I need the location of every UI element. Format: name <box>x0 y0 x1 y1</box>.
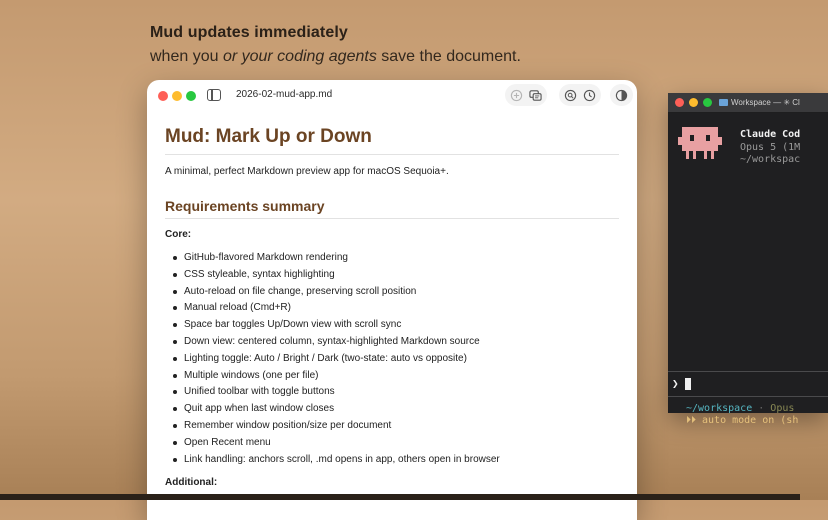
headline-subtitle <box>150 48 521 66</box>
add-icon[interactable] <box>510 89 523 102</box>
list-item: Auto-reload on file change, preserving scroll position <box>165 286 619 303</box>
zoom-window-icon[interactable] <box>703 98 712 107</box>
list-item: Multiple windows (one per file) <box>165 370 619 387</box>
claude-path: ~/workspac <box>740 154 801 165</box>
list-item: Quit app when last window closes <box>165 403 619 420</box>
window-toolbar[interactable] <box>147 80 637 110</box>
terminal-body[interactable] <box>668 113 828 426</box>
history-icon[interactable] <box>583 89 596 102</box>
headline-title: Mud updates immediately <box>150 24 348 41</box>
list-item: Manual reload (Cmd+R) <box>165 302 619 319</box>
document-title: Mud: Mark Up or Down <box>165 126 619 155</box>
auto-mode-status[interactable]: ⏵⏵ auto mode on (sh <box>686 415 799 426</box>
minimize-icon[interactable] <box>689 98 698 107</box>
document-filename: 2026-02-mud-app.md <box>236 89 333 100</box>
section-heading: Requirements summary <box>165 198 619 219</box>
claude-model: Opus 5 (1M <box>740 142 801 153</box>
list-item: Unified toolbar with toggle buttons <box>165 386 619 403</box>
list-item: Link handling: anchors scroll, .md opens in app, others open in browser <box>165 454 619 471</box>
list-item: CSS styleable, syntax highlighting <box>165 269 619 286</box>
status-model: Opus <box>770 403 795 414</box>
compare-icon[interactable] <box>529 89 542 102</box>
subtitle-prefix: when you <box>150 48 223 65</box>
prompt-top-divider <box>668 371 828 372</box>
claude-app-name: Claude Cod <box>740 129 801 140</box>
list-item: Remember window position/size per document <box>165 420 619 437</box>
document-intro: A minimal, perfect Markdown preview app for macOS Sequoia+. <box>165 166 449 177</box>
prompt-bottom-divider <box>668 396 828 397</box>
toolbar-group-edit <box>505 84 547 106</box>
status-line <box>686 403 794 414</box>
status-path: ~/workspace <box>686 403 753 414</box>
document-content <box>165 126 619 488</box>
terminal-titlebar[interactable] <box>668 93 828 113</box>
minimize-icon[interactable] <box>172 91 182 101</box>
status-separator: · <box>752 403 771 414</box>
list-item: Down view: centered column, syntax-highlighted Markdown source <box>165 336 619 353</box>
list-item: Open Recent menu <box>165 437 619 454</box>
sidebar-toggle-icon[interactable] <box>207 89 221 101</box>
claude-mascot-icon <box>678 125 722 161</box>
additional-label: Additional: <box>165 477 218 489</box>
lighting-icon[interactable] <box>615 89 628 102</box>
prompt-cursor[interactable] <box>685 378 691 390</box>
core-label: Core: <box>165 229 192 240</box>
toolbar-group-view <box>559 84 601 106</box>
terminal-title-text: Workspace — ✳ Cl <box>731 98 800 107</box>
zoom-window-icon[interactable] <box>186 91 196 101</box>
headline <box>150 24 521 66</box>
close-icon[interactable] <box>158 91 168 101</box>
document-window[interactable] <box>147 80 637 520</box>
close-icon[interactable] <box>675 98 684 107</box>
subtitle-suffix: save the document. <box>376 48 521 65</box>
list-item: GitHub-flavored Markdown rendering <box>165 252 619 269</box>
terminal-window[interactable] <box>668 93 828 426</box>
core-requirements-list <box>165 252 619 470</box>
folder-icon <box>719 99 728 106</box>
toolbar-group-lighting <box>610 84 633 106</box>
subtitle-emphasis: or your coding agents <box>222 48 377 65</box>
terminal-title <box>719 98 800 107</box>
zoom-icon[interactable] <box>564 89 577 102</box>
bottom-shadow <box>0 494 800 500</box>
prompt-symbol: ❯ <box>672 377 679 390</box>
list-item: Space bar toggles Up/Down view with scroll sync <box>165 319 619 336</box>
list-item: Lighting toggle: Auto / Bright / Dark (two-state: auto vs opposite) <box>165 353 619 370</box>
